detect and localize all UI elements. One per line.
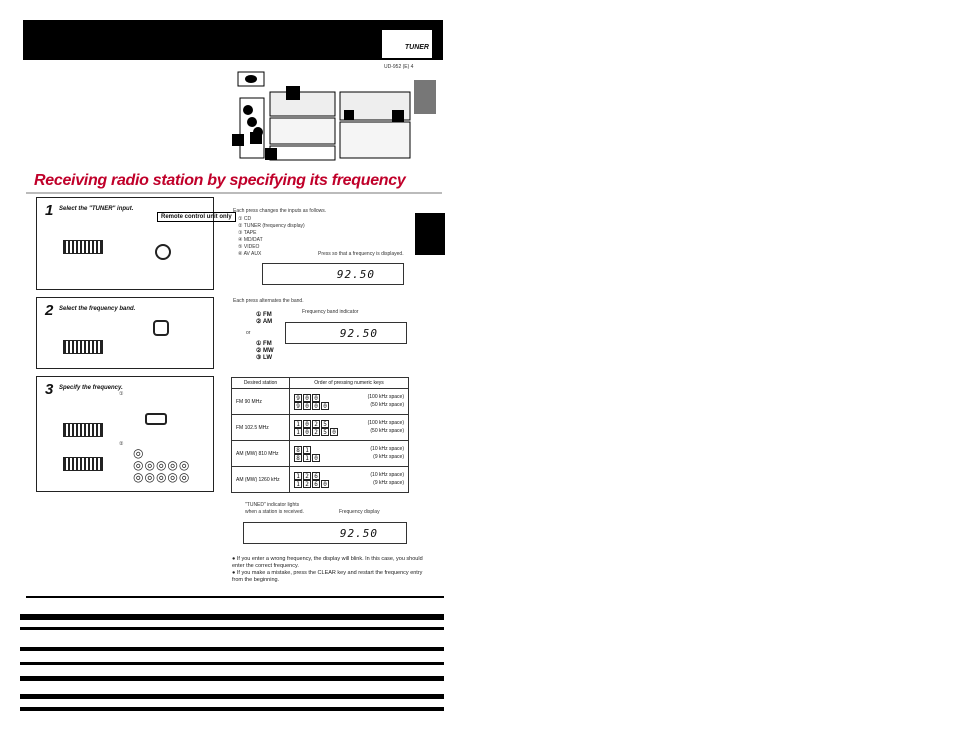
- inputs-intro: Each press changes the inputs as follows.: [233, 208, 327, 214]
- key: 0: [303, 394, 311, 402]
- table-cell-keys: [290, 441, 409, 467]
- step-heading: Select the frequency band.: [59, 306, 136, 312]
- input-item: ⑤ VIDEO: [238, 244, 260, 250]
- input-item: ① CD: [238, 216, 252, 222]
- display-frequency: 92.50: [336, 268, 375, 281]
- frequency-display-label: Frequency display: [339, 509, 380, 515]
- step-heading: Select the "TUNER" input.: [59, 206, 134, 212]
- table-cell-keys: [290, 467, 409, 493]
- scan-line: [20, 647, 444, 651]
- tuner-input-button[interactable]: [155, 244, 171, 260]
- table-row: [232, 467, 409, 493]
- input-item: ③ TAPE: [238, 230, 257, 236]
- key: 1: [294, 420, 302, 428]
- key: 2: [303, 472, 311, 480]
- space-note: (9 kHz space): [373, 453, 404, 460]
- space-note: (9 kHz space): [373, 479, 404, 486]
- frequency-display-1: [262, 263, 404, 285]
- step-3-box: [36, 376, 214, 492]
- tuned-label-1: "TUNED" indicator lights: [245, 502, 300, 508]
- direct-button[interactable]: [145, 413, 167, 425]
- key: 0: [312, 394, 320, 402]
- tuner-logo: TUNER: [382, 30, 432, 58]
- space-note: (100 kHz space): [367, 419, 404, 426]
- key: 0: [312, 402, 320, 410]
- table-cell-station: AM (MW) 810 MHz: [232, 441, 290, 467]
- input-item: ② TUNER (frequency display): [238, 223, 305, 229]
- key: 5: [321, 428, 329, 436]
- scan-line: [20, 627, 444, 630]
- key: 9: [294, 394, 302, 402]
- remote-control-icon: [63, 340, 103, 354]
- table-cell-station: FM 102.5 MHz: [232, 415, 290, 441]
- page-title: Receiving radio station by specifying its frequency: [34, 172, 406, 189]
- table-cell-keys: [290, 389, 409, 415]
- step-heading: Specify the frequency.: [59, 385, 123, 391]
- band-option: ② AM: [256, 319, 273, 325]
- table-row: [232, 441, 409, 467]
- device-diagram: [230, 70, 440, 162]
- remote-control-icon: [63, 423, 103, 437]
- band-option: ③ LW: [256, 355, 273, 361]
- key: 0: [303, 402, 311, 410]
- key: 2: [303, 480, 311, 488]
- table-header: Order of pressing numeric keys: [290, 378, 409, 389]
- document-id: UD-952 (E) 4: [384, 64, 414, 70]
- key: 8: [294, 454, 302, 462]
- space-note: (50 kHz space): [370, 401, 404, 408]
- band-option: ① FM: [256, 341, 272, 347]
- space-note: (50 kHz space): [370, 427, 404, 434]
- key: 5: [321, 420, 329, 428]
- remote-control-icon: [63, 240, 103, 254]
- band-intro: Each press alternates the band.: [233, 298, 304, 304]
- note-2: ● If you make a mistake, press the CLEAR key and restart the frequency entry from the beginning.: [232, 570, 423, 583]
- display-frequency: 92.50: [339, 527, 378, 540]
- scan-line: [20, 707, 444, 711]
- step-number: 3: [45, 381, 54, 398]
- table-row: [232, 415, 409, 441]
- key: 1: [294, 428, 302, 436]
- band-or: or: [246, 330, 251, 336]
- band-option: ① FM: [256, 312, 272, 318]
- space-note: (10 kHz space): [370, 445, 404, 452]
- key: 0: [303, 428, 311, 436]
- step-2-box: [36, 297, 214, 369]
- key: 1: [294, 472, 302, 480]
- note-text: If you enter a wrong frequency, the display will blink. In this case, you should enter the correct frequency.: [232, 556, 423, 569]
- band-button[interactable]: [153, 320, 169, 336]
- scan-line: [20, 694, 444, 699]
- band-option: ② MW: [256, 348, 274, 354]
- scan-line: [20, 676, 444, 681]
- key: 8: [294, 446, 302, 454]
- table-cell-station: AM (MW) 1260 kHz: [232, 467, 290, 493]
- key: 0: [321, 402, 329, 410]
- section-tab: [415, 213, 445, 255]
- key: 2: [312, 428, 320, 436]
- input-item: ⑥ AV AUX: [238, 251, 262, 257]
- step-mark-1: ①: [119, 391, 124, 397]
- key: 9: [294, 402, 302, 410]
- key: 2: [312, 420, 320, 428]
- step-1-box: [36, 197, 232, 290]
- table-cell-keys: [290, 415, 409, 441]
- tuned-label-2: when a station is received.: [245, 509, 304, 515]
- table-row: [232, 389, 409, 415]
- page-bottom-rule: [26, 596, 444, 598]
- frequency-display-3: [243, 522, 407, 544]
- space-note: (100 kHz space): [367, 393, 404, 400]
- input-item: ④ MD/DAT: [238, 237, 263, 243]
- scan-line: [20, 662, 444, 665]
- note-1: ● If you enter a wrong frequency, the display will blink. In this case, you should enter the correct frequency.: [232, 556, 423, 569]
- table-header: Desired station: [232, 378, 290, 389]
- step-number: 2: [45, 302, 54, 319]
- step-number: 1: [45, 202, 54, 219]
- key: 0: [312, 454, 320, 462]
- title-rule: [26, 192, 442, 194]
- table-cell-station: FM 90 MHz: [232, 389, 290, 415]
- frequency-table: [231, 377, 409, 493]
- inputs-note: Press so that a frequency is displayed.: [318, 251, 404, 257]
- header-bar: [23, 20, 443, 60]
- numeric-keypad-icon: ◎ ◎◎◎◎◎ ◎◎◎◎◎: [133, 446, 191, 484]
- step-mark-2: ②: [119, 441, 124, 447]
- note-text: If you make a mistake, press the CLEAR key and restart the frequency entry from the beginning.: [232, 570, 423, 583]
- frequency-display-2: [285, 322, 407, 344]
- key: 0: [321, 480, 329, 488]
- scan-line: [20, 614, 444, 620]
- inputs-list: [238, 216, 305, 258]
- key: 0: [330, 428, 338, 436]
- remote-control-icon: [63, 457, 103, 471]
- remote-only-badge: Remote control unit only: [157, 212, 236, 222]
- display-frequency: 92.50: [339, 327, 378, 340]
- band-indicator-label: Frequency band indicator: [302, 309, 359, 315]
- key: 1: [303, 446, 311, 454]
- key: 6: [312, 480, 320, 488]
- key: 0: [303, 420, 311, 428]
- key: 1: [294, 480, 302, 488]
- space-note: (10 kHz space): [370, 471, 404, 478]
- key: 6: [312, 472, 320, 480]
- key: 1: [303, 454, 311, 462]
